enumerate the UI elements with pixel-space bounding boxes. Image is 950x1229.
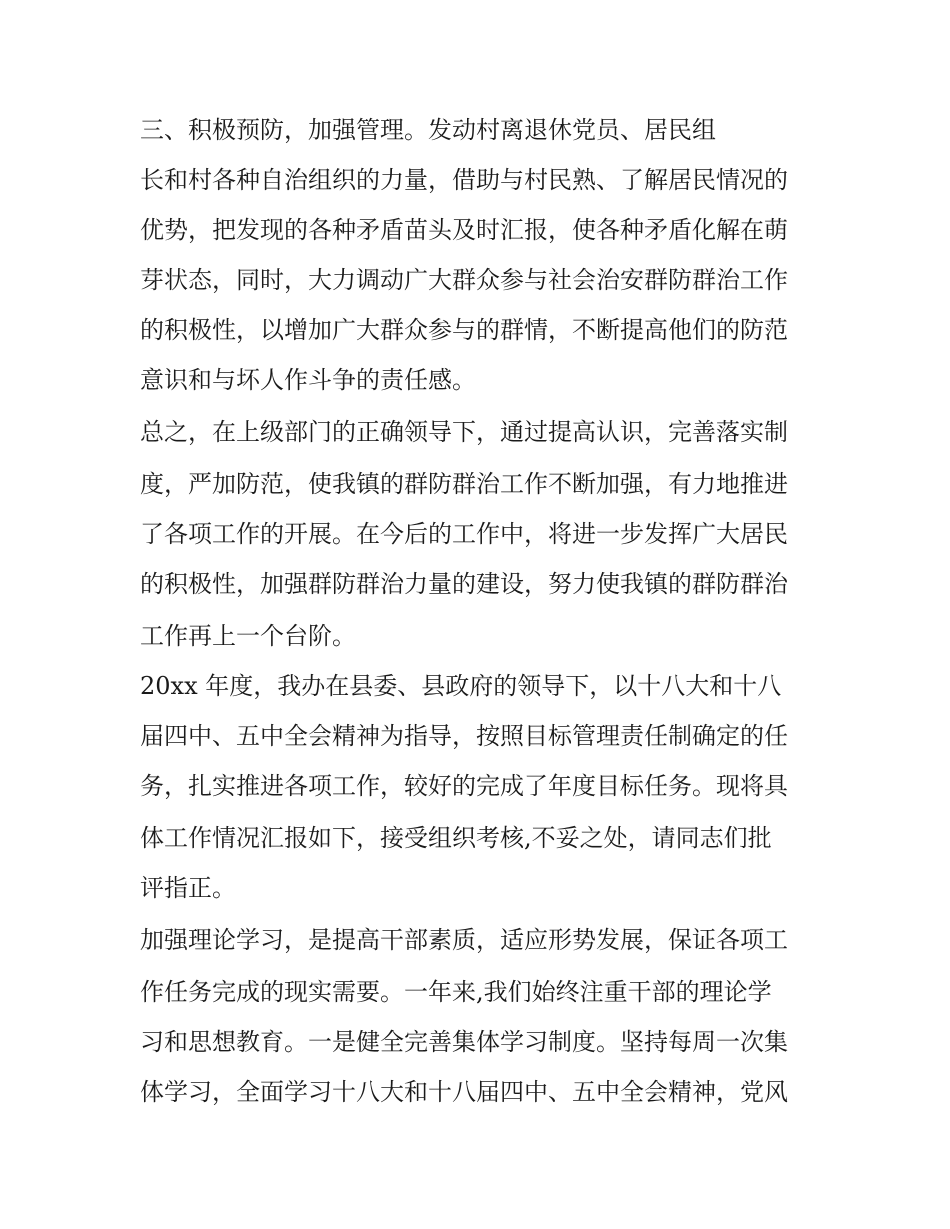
text-line: 总之，在上级部门的正确领导下，通过提高认识，完善落实制 — [140, 418, 788, 446]
text-line: 意识和与坏人作斗争的责任感。 — [140, 366, 476, 394]
text-line: 体工作情况汇报如下，接受组织考核,不妥之处，请同志们批 — [140, 824, 772, 852]
text-line: 20xx 年度，我办在县委、县政府的领导下，以十八大和十八 — [140, 672, 782, 700]
text-line: 优势，把发现的各种矛盾苗头及时汇报，使各种矛盾化解在萌 — [140, 216, 788, 244]
text-line: 三、积极预防，加强管理。发动村离退休党员、居民组 — [140, 116, 716, 144]
text-line: 长和村各种自治组织的力量，借助与村民熟、了解居民情况的 — [140, 166, 788, 194]
text-line: 习和思想教育。一是健全完善集体学习制度。坚持每周一次集 — [140, 1028, 788, 1056]
text-line: 作任务完成的现实需要。一年来,我们始终注重干部的理论学 — [140, 978, 772, 1006]
text-line: 度，严加防范，使我镇的群防群治工作不断加强，有力地推进 — [140, 470, 788, 498]
text-line: 了各项工作的开展。在今后的工作中，将进一步发挥广大居民 — [140, 520, 788, 548]
text-line: 体学习，全面学习十八大和十八届四中、五中全会精神，党风 — [140, 1078, 788, 1106]
text-line: 评指正。 — [140, 874, 236, 902]
text-line: 芽状态，同时，大力调动广大群众参与社会治安群防群治工作 — [140, 266, 788, 294]
text-line: 的积极性，以增加广大群众参与的群情，不断提高他们的防范 — [140, 316, 788, 344]
text-line: 届四中、五中全会精神为指导，按照目标管理责任制确定的任 — [140, 722, 788, 750]
text-line: 工作再上一个台阶。 — [140, 622, 356, 650]
text-line: 加强理论学习，是提高干部素质，适应形势发展，保证各项工 — [140, 926, 788, 954]
text-line: 务，扎实推进各项工作，较好的完成了年度目标任务。现将具 — [140, 772, 788, 800]
text-line: 的积极性，加强群防群治力量的建设，努力使我镇的群防群治 — [140, 570, 788, 598]
